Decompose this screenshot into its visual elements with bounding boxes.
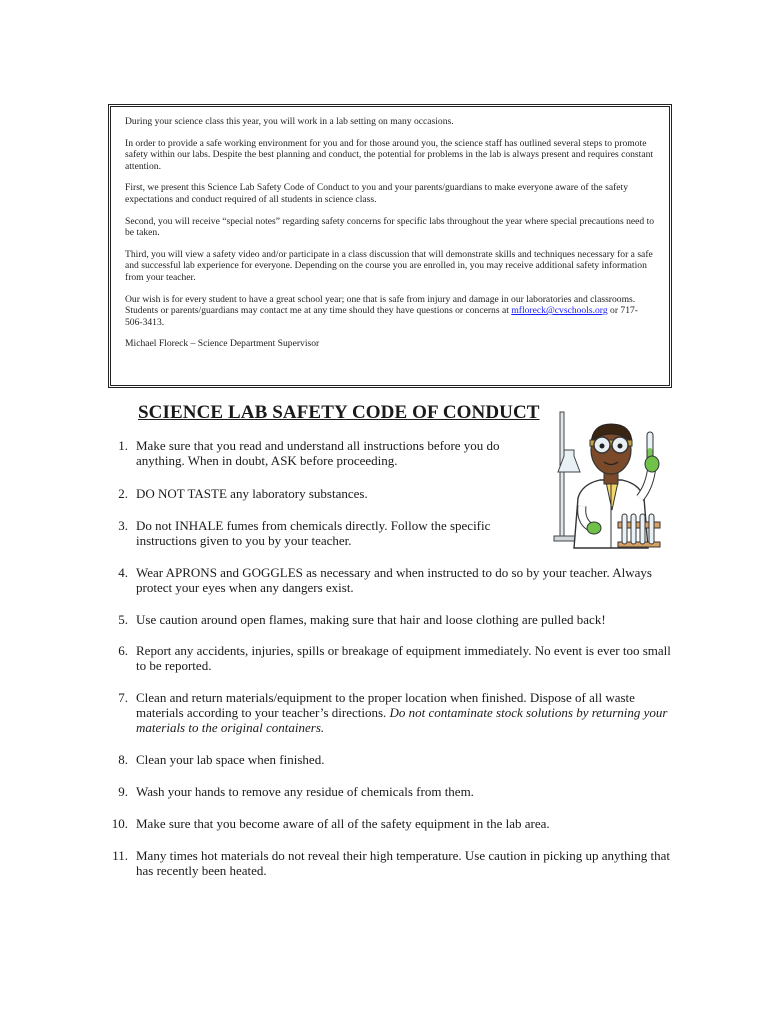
contact-phone: or 717-506-3413. xyxy=(125,305,638,328)
rule-text: DO NOT TASTE any laboratory substances. xyxy=(136,486,368,501)
rule-item xyxy=(108,565,673,595)
intro-paragraph: First, we present this Science Lab Safety Code of Conduct to you and your parents/guardians to make everyone aware of the safety expectations and conduct required of all students in science class. xyxy=(125,182,628,205)
rule-text: Make sure that you read and understand all instructions before you do anything. When in doubt, ASK before proceeding. xyxy=(136,438,500,468)
rule-text: Use caution around open flames, making sure that hair and loose clothing are pulled back! xyxy=(136,612,606,627)
rule-text: Report any accidents, injuries, spills or breakage of equipment immediately. No event is ever too small to be reported. xyxy=(136,643,671,673)
rule-number: 5 . xyxy=(108,612,128,627)
rule-item xyxy=(108,518,508,548)
rule-text: Do not INHALE fumes from chemicals directly. Follow the specific instructions given to you by your teacher. xyxy=(136,518,491,548)
rule-emphasis: Do not contaminate stock solutions by returning your materials to the original containers. xyxy=(136,705,668,735)
intro-paragraph: Our wish is for every student to have a great school year; one that is safe from injury and damage in our laboratories and classrooms. xyxy=(125,293,636,305)
rule-item xyxy=(108,438,508,468)
email-link[interactable]: mfloreck@cvschools.org xyxy=(511,305,608,317)
rule-item xyxy=(108,486,508,501)
rule-number: 9 . xyxy=(108,784,128,799)
rule-item xyxy=(108,690,673,735)
intro-box xyxy=(108,104,672,388)
rule-text: Make sure that you become aware of all of the safety equipment in the lab area. xyxy=(136,816,550,831)
intro-paragraph: Second, you will receive “special notes” regarding safety concerns for specific labs throughout the year where special precautions need to be taken. xyxy=(125,215,655,239)
page-title: SCIENCE LAB SAFETY CODE OF CONDUCT xyxy=(138,402,540,423)
rule-number: 11 . xyxy=(108,848,128,863)
intro-paragraph: During your science class this year, you will work in a lab setting on many occasions. xyxy=(125,116,454,127)
rule-number: 6 . xyxy=(108,643,128,658)
rule-number: 4 . xyxy=(108,565,128,580)
rule-item xyxy=(108,752,673,767)
intro-paragraph: In order to provide a safe working environment for you and for those around you, the science staff has outlined several steps to promote safety within our labs. Despite the best planning and conduct, the potential for problems in the lab is always present and requires constant attention. xyxy=(125,137,654,172)
contact-text: Students or parents/guardians may contact me at any time should they have questions or concerns at xyxy=(125,305,512,317)
rule-number: 10 . xyxy=(108,816,128,831)
rule-text: Clean your lab space when finished. xyxy=(136,752,325,767)
contact-paragraph xyxy=(125,305,655,328)
rule-text: Wash your hands to remove any residue of chemicals from them. xyxy=(136,784,474,799)
rule-number: 7 . xyxy=(108,690,128,705)
rule-text: Many times hot materials do not reveal their high temperature. Use caution in picking up anything that has recently been heated. xyxy=(136,848,670,878)
rule-text: Wear APRONS and GOGGLES as necessary and when instructed to do so by your teacher. Always protect your eyes when any dangers exist. xyxy=(136,565,652,595)
rule-item xyxy=(108,612,673,627)
signature: Michael Floreck – Science Department Supervisor xyxy=(125,338,320,350)
rule-item xyxy=(108,643,673,673)
rule-number: 8 . xyxy=(108,752,128,767)
scientist-illustration xyxy=(552,410,664,550)
scientist-icon xyxy=(552,410,664,550)
rule-item xyxy=(108,784,673,799)
rule-text: Clean and return materials/equipment to the proper location when finished. Dispose of all waste materials according to your teacher’s directions. xyxy=(136,690,635,720)
intro-paragraph: Third, you will view a safety video and/or participate in a class discussion that will demonstrate skills and techniques necessary for a safe and successful lab experience for everyone. Depending on the course you are enrolled in, you may receive additional safety information from your teacher. xyxy=(125,248,653,283)
rule-item xyxy=(108,848,673,878)
rule-number: 3 . xyxy=(108,518,128,533)
rule-item xyxy=(108,816,673,831)
rule-number: 1 . xyxy=(108,438,128,453)
rule-number: 2 . xyxy=(108,486,128,501)
